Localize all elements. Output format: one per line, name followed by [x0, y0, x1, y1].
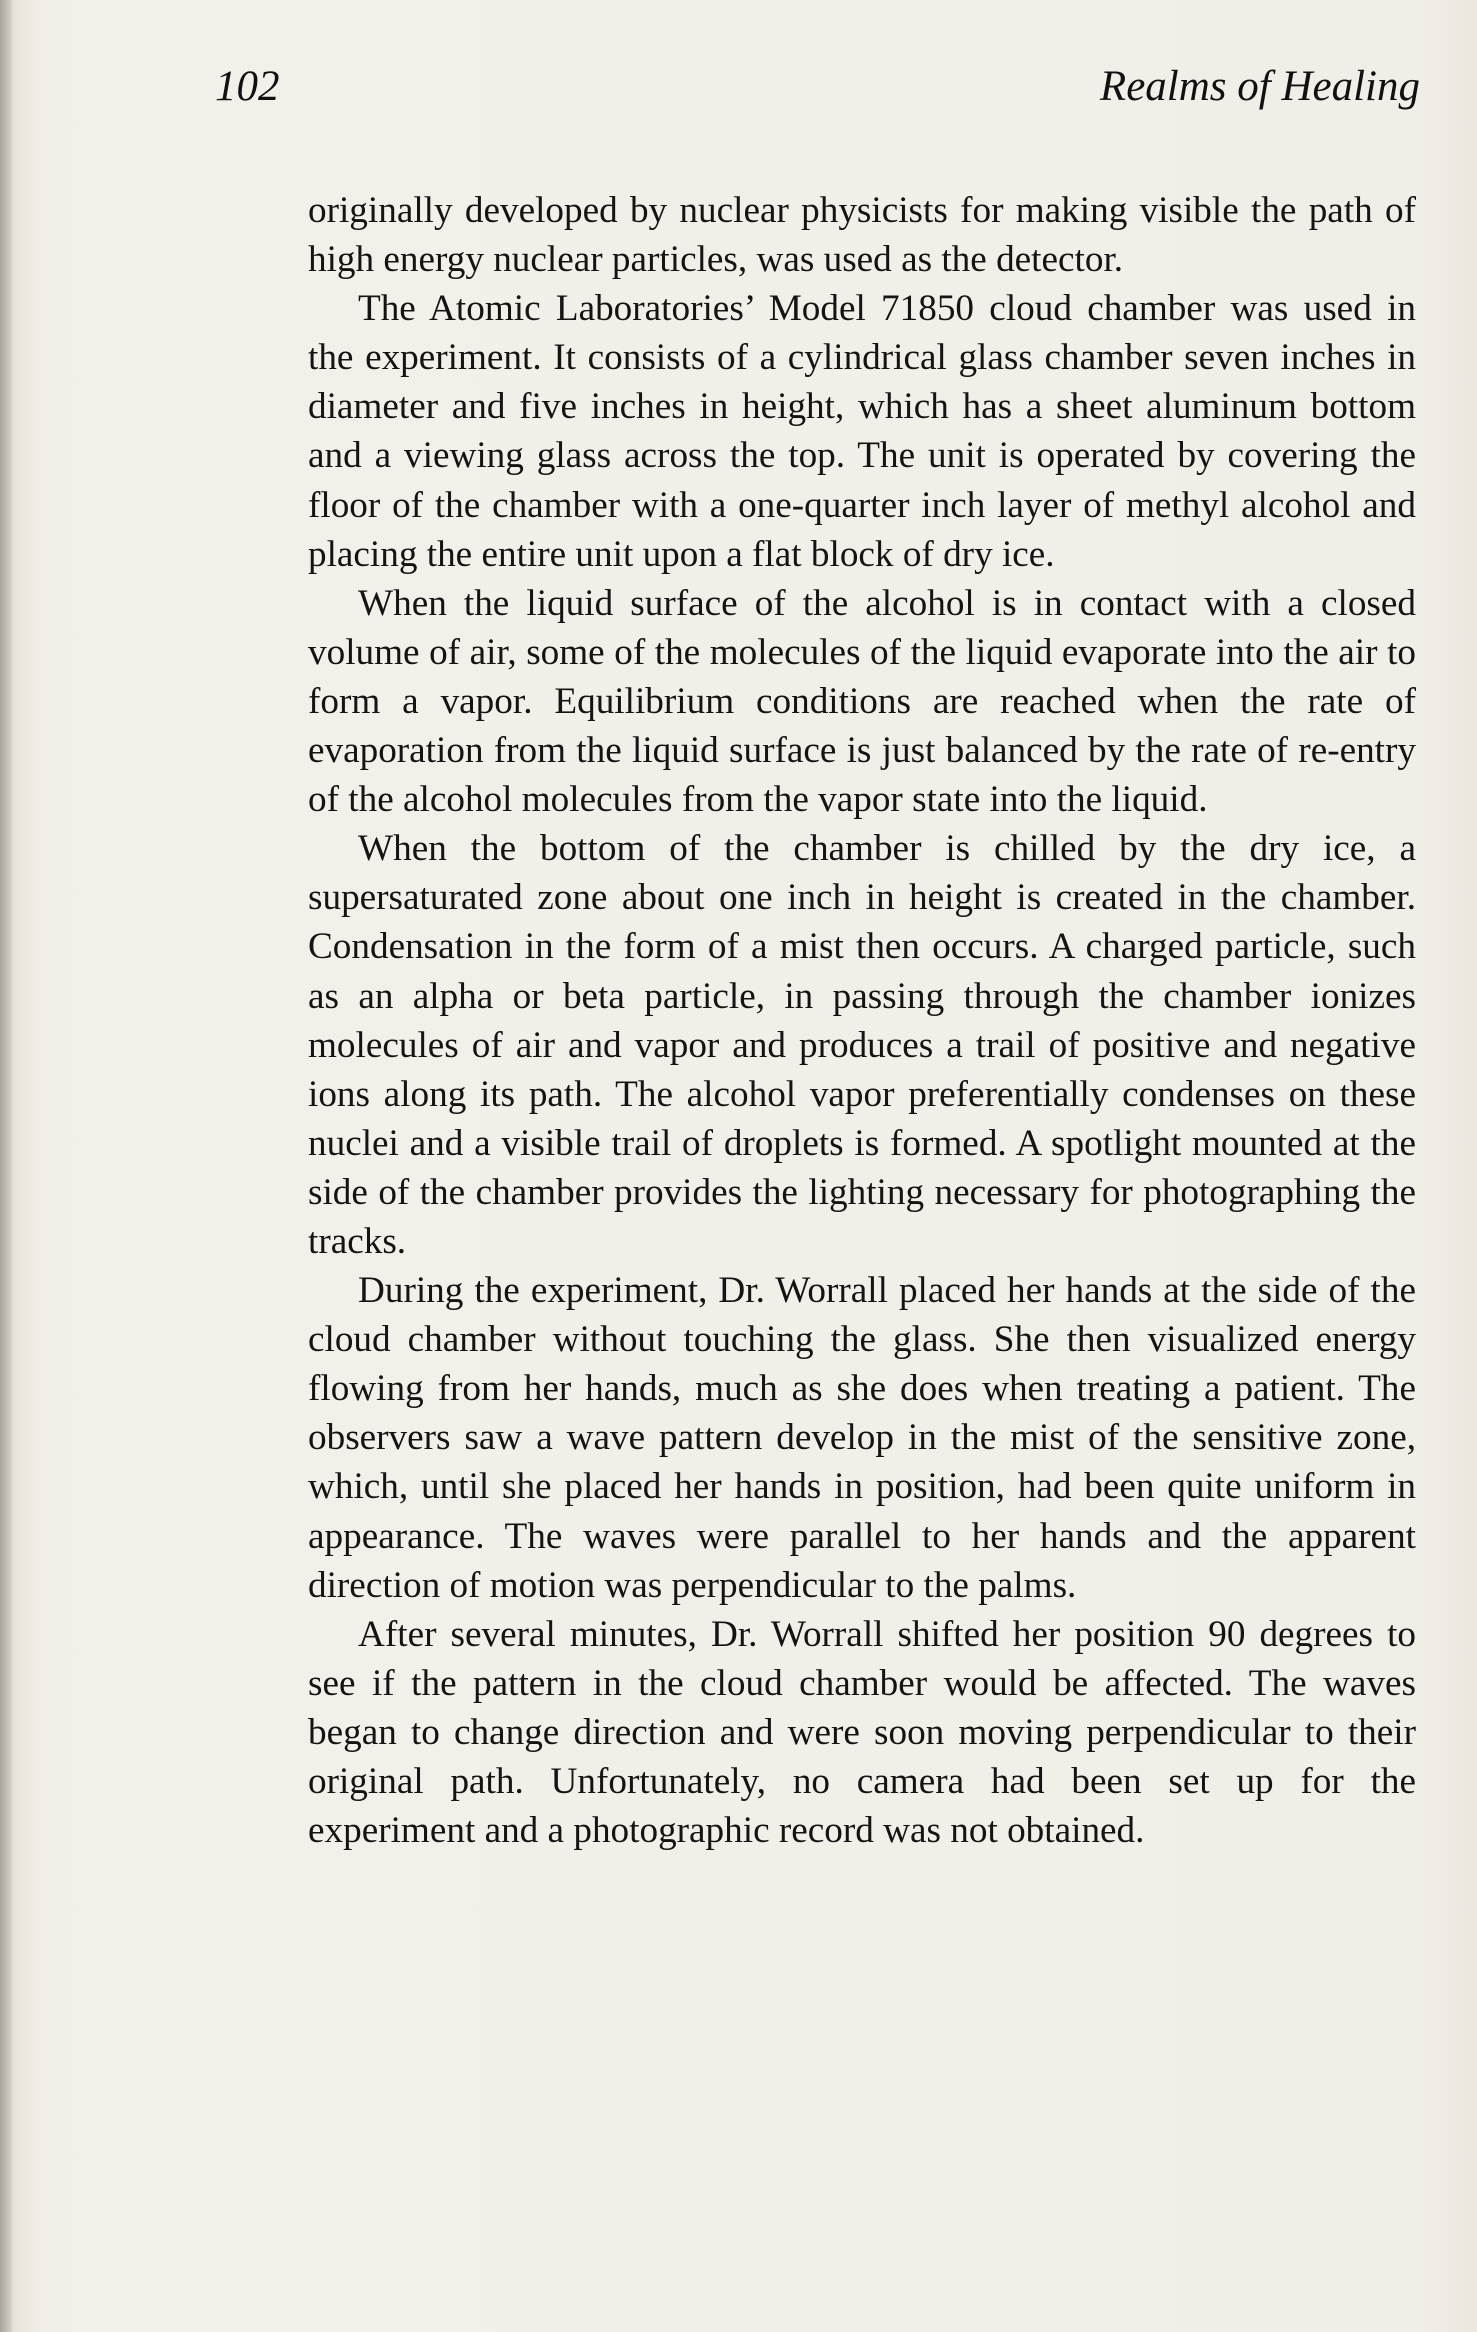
paragraph-cloud-chamber-description: The Atomic Laboratories’ Model 71850 cloud chamber was used in the experiment. It consists of a cylindrical glass chamber seven inches in diameter and five inches in height, which has a sheet aluminum bottom and a viewing glass across the top. The unit is operated by covering the floor of the chamber with a one-quarter inch layer of methyl alcohol and placing the entire unit upon a flat block of dry ice.	[308, 288, 1416, 575]
paragraph-position-shift: After several minutes, Dr. Worrall shifted her position 90 degrees to see if the pattern in the cloud chamber would be affected. The waves began to change direction and were soon moving perpendicular to their original path. Unfortunately, no camera had been set up for the experiment and a photographic record was not obtained.	[308, 1613, 1416, 1852]
paragraph-vapor-equilibrium: When the liquid surface of the alcohol is in contact with a closed volume of air, some of the molecules of the liquid evaporate into the air to form a vapor. Equilibrium conditions are reached when the rate of evaporation from the liquid surface is just balanced by the rate of re-entry of the alcohol molecules from the vapor state into the liquid.	[308, 582, 1416, 821]
body-text	[308, 186, 1416, 1855]
book-spine-shadow	[0, 0, 12, 2332]
page-header	[215, 62, 1420, 122]
paragraph-continued: originally developed by nuclear physicists for making visible the path of high energy nuclear particles, was used as the detector.	[308, 190, 1416, 281]
paragraph-supersaturated-zone: When the bottom of the chamber is chilled by the dry ice, a supersaturated zone about one inch in height is created in the chamber. Condensation in the form of a mist then occurs. A charged particle, such as an alpha or beta particle, in passing through the chamber ionizes molecules of air and vapor and produces a trail of positive and negative ions along its path. The alcohol vapor preferentially condenses on these nuclei and a visible trail of droplets is formed. A spotlight mounted at the side of the chamber provides the lighting necessary for photographing the tracks.	[308, 828, 1416, 1262]
paragraph-experiment-observation: During the experiment, Dr. Worrall placed her hands at the side of the cloud chamber without touching the glass. She then visualized energy flowing from her hands, much as she does when treating a patient. The observers saw a wave pattern develop in the mist of the sensitive zone, which, until she placed her hands in position, had been quite uniform in appearance. The waves were parallel to her hands and the apparent direction of motion was perpendicular to the palms.	[308, 1270, 1416, 1606]
running-title: Realms of Healing	[1099, 63, 1420, 110]
page-number: 102	[215, 63, 280, 110]
